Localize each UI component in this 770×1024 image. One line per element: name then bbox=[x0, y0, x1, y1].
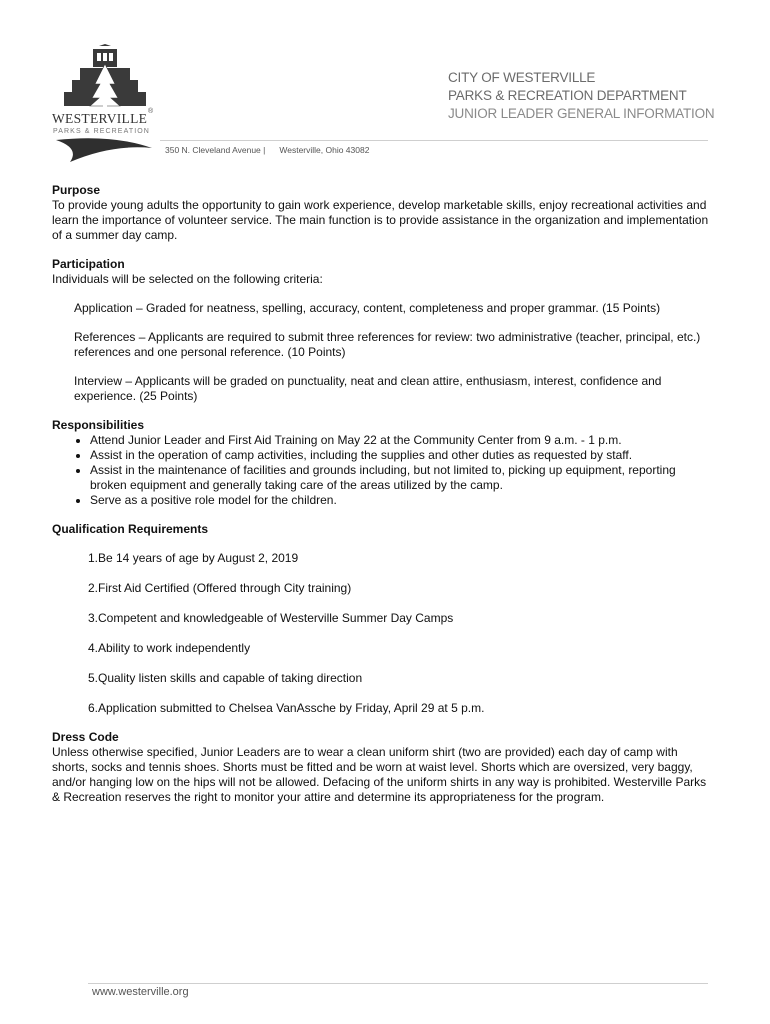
list-item: • Serve as a positive role model for the children. bbox=[90, 493, 712, 508]
list-text: Be 14 years of age by August 2, 2019 bbox=[98, 551, 299, 565]
responsibilities-heading: Responsibilities bbox=[52, 418, 145, 432]
logo-name: WESTERVILLE bbox=[52, 111, 148, 126]
document-header bbox=[448, 69, 714, 123]
participation-intro: Individuals will be selected on the following criteria: bbox=[52, 272, 323, 286]
purpose-section bbox=[52, 183, 712, 243]
dress-code-text: Unless otherwise specified, Junior Leaders are to wear a clean uniform shirt (two are provided) each day of camp with shorts, socks and tennis shoes. Shorts must be fitted and be worn at waist level. Shorts which are oversized, very baggy, and/or hanging low on the hips will not be allowed. Defacing of the uniform shirts in any way is prohibited. Westerville Parks & Recreation reserves the right to monitor your attire and determine its appropriateness for the program. bbox=[52, 745, 707, 804]
list-number: 4. bbox=[88, 641, 99, 655]
list-item bbox=[88, 611, 712, 626]
footer-divider bbox=[88, 983, 708, 984]
list-text: Ability to work independently bbox=[98, 641, 251, 655]
responsibilities-section bbox=[52, 418, 712, 508]
list-item: • Assist in the maintenance of facilities and grounds including, but not limited to, picking up equipment, reporting broken equipment and generally taking care of the areas utilized by the camp. bbox=[90, 463, 712, 493]
qualifications-section bbox=[52, 522, 712, 716]
list-number: 3. bbox=[88, 611, 99, 625]
list-number: 2. bbox=[88, 581, 99, 595]
address-city: Westerville, Ohio 43082 bbox=[279, 145, 370, 155]
dress-code-heading: Dress Code bbox=[52, 730, 119, 744]
list-text: First Aid Certified (Offered through City training) bbox=[98, 581, 352, 595]
list-item: • Attend Junior Leader and First Aid Training on May 22 at the Community Center from 9 a.m. - 1 p.m. bbox=[90, 433, 712, 448]
header-doc-title: JUNIOR LEADER GENERAL INFORMATION bbox=[448, 106, 715, 121]
list-number: 6. bbox=[88, 701, 99, 715]
list-item bbox=[88, 671, 712, 686]
criteria-application: Application – Graded for neatness, spelling, accuracy, content, completeness and proper grammar. (15 Points) bbox=[74, 301, 661, 315]
qualifications-list bbox=[52, 551, 712, 716]
address-line bbox=[165, 145, 369, 155]
logo-subtitle: PARKS & RECREATION bbox=[53, 128, 150, 135]
building-tree-icon bbox=[52, 44, 158, 162]
purpose-text: To provide young adults the opportunity to gain work experience, develop marketable skills, enjoy recreational activities and learn the importance of volunteer service. The main function is to provide assistance in the organization and implementation of a summer day camp. bbox=[52, 198, 709, 242]
list-text: Competent and knowledgeable of Westerville Summer Day Camps bbox=[98, 611, 454, 625]
header-department: PARKS & RECREATION DEPARTMENT bbox=[448, 88, 687, 103]
list-item: • Assist in the operation of camp activities, including the supplies and other duties as requested by staff. bbox=[90, 448, 712, 463]
list-item bbox=[88, 581, 712, 596]
criteria-list bbox=[74, 301, 712, 404]
criteria-references: References – Applicants are required to submit three references for review: two administrative (teacher, principal, etc.) references and one personal reference. (10 Points) bbox=[74, 330, 701, 359]
registered-mark: ® bbox=[148, 108, 154, 115]
list-text: Application submitted to Chelsea VanAssche by Friday, April 29 at 5 p.m. bbox=[98, 701, 485, 715]
dress-code-section bbox=[52, 730, 712, 805]
list-item bbox=[88, 641, 712, 656]
footer-url[interactable]: www.westerville.org bbox=[92, 986, 189, 998]
criteria-interview: Interview – Applicants will be graded on punctuality, neat and clean attire, enthusiasm, interest, confidence and experience. (25 Points) bbox=[74, 374, 662, 403]
list-number: 5. bbox=[88, 671, 99, 685]
participation-section bbox=[52, 257, 712, 404]
westerville-logo bbox=[52, 44, 158, 162]
purpose-heading: Purpose bbox=[52, 183, 101, 197]
list-text: Quality listen skills and capable of taking direction bbox=[98, 671, 363, 685]
address-street: 350 N. Cleveland Avenue | bbox=[165, 145, 266, 155]
list-number: 1. bbox=[88, 551, 99, 565]
list-item bbox=[88, 701, 712, 716]
header-city: CITY OF WESTERVILLE bbox=[448, 70, 596, 85]
header-divider bbox=[160, 140, 708, 141]
list-item bbox=[88, 551, 712, 566]
document-body bbox=[52, 183, 712, 805]
responsibilities-list bbox=[52, 433, 712, 508]
qualifications-heading: Qualification Requirements bbox=[52, 522, 209, 536]
participation-heading: Participation bbox=[52, 257, 125, 271]
